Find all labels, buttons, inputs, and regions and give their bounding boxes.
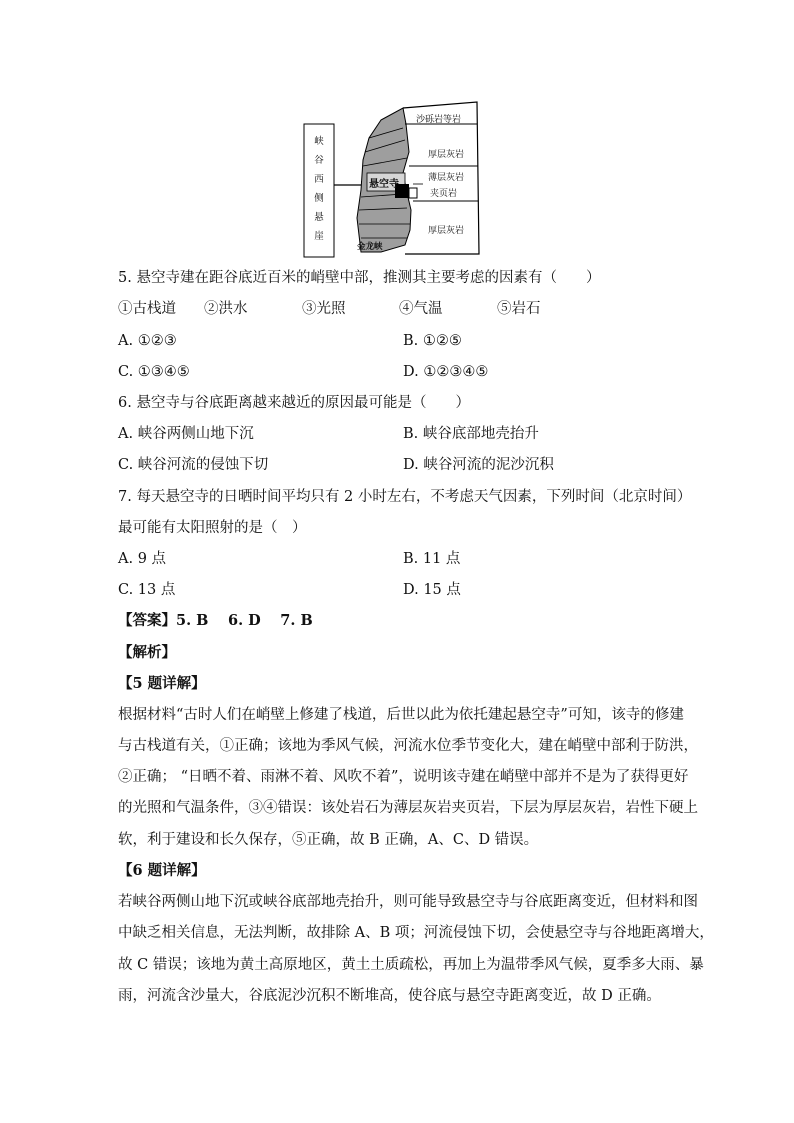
- layer-label: 厚层灰岩: [428, 150, 465, 160]
- layer-label: 薄层灰岩: [428, 173, 465, 183]
- q7-option-d: D. 15 点: [403, 582, 461, 598]
- q5-factor: ⑤岩石: [497, 301, 541, 317]
- q5-factor: ①古栈道: [118, 301, 176, 317]
- q5-detail-line: 软，利于建设和长久保存，⑤正确，故 B 正确，A、C、D 错误。: [118, 832, 539, 848]
- q6-detail-line: 雨，河流含沙量大，谷底泥沙沉积不断堆高，使谷底与悬空寺距离变近，故 D 正确。: [118, 988, 661, 1004]
- q7-option-c: C. 13 点: [118, 582, 176, 598]
- temple-label: 悬空寺: [369, 179, 399, 190]
- question-7-stem: 7. 每天悬空寺的日晒时间平均只有 2 小时左右，不考虑天气因素，下列时间（北京时间）: [118, 489, 692, 505]
- q6-option-c: C. 峡谷河流的侵蚀下切: [118, 457, 269, 473]
- question-7-stem: 最可能有太阳照射的是（ ）: [118, 520, 307, 536]
- q5-detail-line: ②正确； “日晒不着、雨淋不着、风吹不着”，说明该寺建在峭壁中部并不是为了获得更好: [118, 769, 689, 785]
- q6-option-b: B. 峡谷底部地壳抬升: [403, 426, 539, 442]
- q5-factor: ②洪水: [204, 301, 248, 317]
- q5-detail-line: 根据材料“古时人们在峭壁上修建了栈道，后世以此为依托建起悬空寺”可知，该寺的修建: [118, 707, 684, 723]
- left-box-char: 侧: [314, 193, 324, 204]
- q5-detail-heading: 【5 题详解】: [118, 675, 206, 692]
- q6-detail-line: 若峡谷两侧山地下沉或峡谷底部地壳抬升，则可能导致悬空寺与谷底距离变近，但材料和图: [118, 894, 698, 910]
- q5-option-b: B. ①②⑤: [403, 333, 462, 349]
- answer-key: 【答案】5. B 6. D 7. B: [118, 612, 313, 629]
- left-box-char: 谷: [314, 155, 324, 166]
- layer-label: 沙砾岩等岩: [416, 115, 462, 125]
- q6-detail-heading: 【6 题详解】: [118, 862, 206, 879]
- bottom-label: 金龙峡: [357, 242, 383, 252]
- q6-detail-line: 故 C 错误；该地为黄土高原地区，黄土土质疏松，再加上为温带季风气候，夏季多大雨、暴: [118, 957, 704, 973]
- q7-option-a: A. 9 点: [118, 551, 167, 567]
- question-5-stem: 5. 悬空寺建在距谷底近百米的峭壁中部，推测其主要考虑的因素有（ ）: [118, 270, 601, 286]
- left-box-char: 崖: [314, 231, 324, 242]
- layer-label: 夹页岩: [430, 189, 458, 199]
- q5-detail-line: 与古栈道有关，①正确；该地为季风气候，河流水位季节变化大，建在峭壁中部利于防洪，: [118, 738, 698, 754]
- q6-detail-line: 中缺乏相关信息，无法判断，故排除 A、B 项；河流侵蚀下切，会使悬空寺与谷地距离增大，: [118, 925, 714, 941]
- q7-option-b: B. 11 点: [403, 551, 461, 567]
- q5-detail-line: 的光照和气温条件，③④错误：该处岩石为薄层灰岩夹页岩，下层为厚层灰岩，岩性下硬上: [118, 800, 698, 816]
- q6-option-a: A. 峡谷两侧山地下沉: [118, 426, 254, 442]
- q5-option-d: D. ①②③④⑤: [403, 364, 489, 380]
- analysis-heading: 【解析】: [118, 644, 176, 661]
- q5-factor: ④气温: [399, 301, 443, 317]
- left-box-char: 西: [314, 174, 324, 185]
- q6-option-d: D. 峡谷河流的泥沙沉积: [403, 457, 554, 473]
- q5-factor: ③光照: [302, 301, 346, 317]
- q5-option-a: A. ①②③: [118, 333, 177, 349]
- question-6-stem: 6. 悬空寺与谷底距离越来越近的原因最可能是（ ）: [118, 395, 470, 411]
- q5-option-c: C. ①③④⑤: [118, 364, 190, 380]
- left-box-text: [304, 132, 334, 246]
- left-box-char: 悬: [314, 212, 324, 223]
- layer-label: 厚层灰岩: [428, 226, 465, 236]
- left-box-char: 峡: [314, 136, 324, 147]
